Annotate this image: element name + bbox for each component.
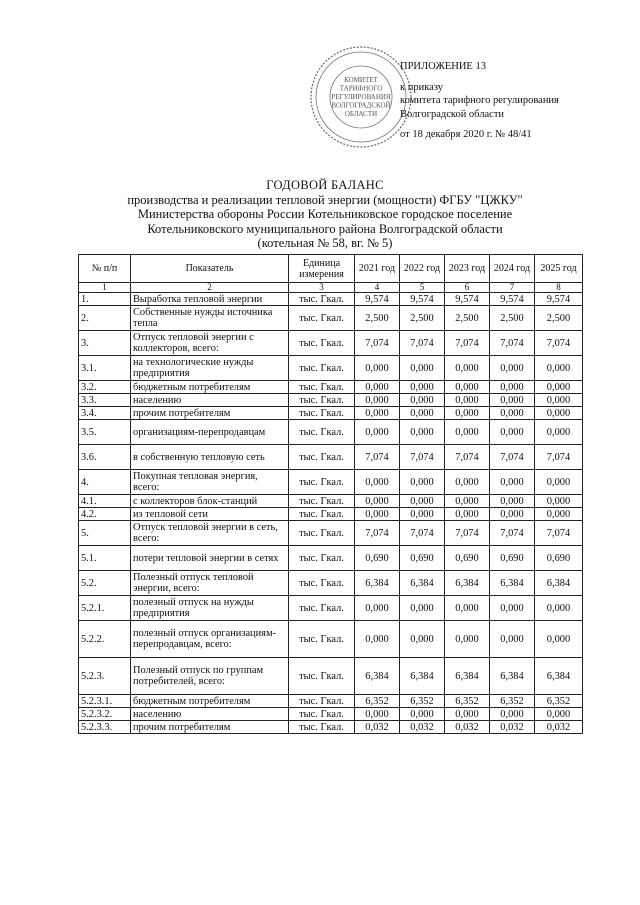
balance-table [78, 254, 583, 734]
row-value: 0,000 [355, 470, 400, 495]
row-number: 5.2.1. [79, 596, 131, 621]
appendix-date-line: от 18 декабря 2020 г. № 48/41 [400, 129, 532, 140]
row-value: 0,000 [445, 708, 490, 721]
row-unit: тыс. Гкал. [289, 381, 355, 394]
row-value: 6,352 [445, 695, 490, 708]
row-value: 0,000 [535, 356, 583, 381]
table-row [79, 546, 583, 571]
table-row [79, 508, 583, 521]
row-number: 5.2.3.1. [79, 695, 131, 708]
row-unit: тыс. Гкал. [289, 445, 355, 470]
row-indicator: Отпуск тепловой энергии с коллекторов, всего: [131, 331, 289, 356]
header-year: 2024 год [490, 255, 535, 283]
row-value: 7,074 [445, 521, 490, 546]
table-row [79, 394, 583, 407]
row-unit: тыс. Гкал. [289, 658, 355, 695]
header-year: 2025 год [535, 255, 583, 283]
header-year: 2022 год [400, 255, 445, 283]
row-number: 2. [79, 306, 131, 331]
table-row [79, 695, 583, 708]
row-unit: тыс. Гкал. [289, 356, 355, 381]
table-row [79, 658, 583, 695]
row-value: 6,384 [445, 658, 490, 695]
row-value: 0,690 [490, 546, 535, 571]
row-value: 0,690 [445, 546, 490, 571]
row-value: 0,000 [535, 381, 583, 394]
row-unit: тыс. Гкал. [289, 621, 355, 658]
title-main: ГОДОВОЙ БАЛАНС [266, 178, 384, 192]
row-indicator: Отпуск тепловой энергии в сеть, всего: [131, 521, 289, 546]
table-row [79, 621, 583, 658]
row-value: 7,074 [400, 521, 445, 546]
row-value: 7,074 [490, 445, 535, 470]
row-indicator: в собственную тепловую сеть [131, 445, 289, 470]
row-number: 5. [79, 521, 131, 546]
stamp-text-line: ОБЛАСТИ [344, 110, 378, 118]
row-value: 7,074 [445, 445, 490, 470]
row-value: 0,032 [445, 721, 490, 734]
row-value: 7,074 [400, 445, 445, 470]
row-value: 0,032 [535, 721, 583, 734]
row-value: 0,000 [535, 495, 583, 508]
row-unit: тыс. Гкал. [289, 521, 355, 546]
column-index: 1 [79, 283, 131, 293]
row-value: 0,000 [400, 381, 445, 394]
row-value: 0,000 [400, 596, 445, 621]
row-value: 6,384 [400, 658, 445, 695]
row-value: 2,500 [490, 306, 535, 331]
row-number: 4.1. [79, 495, 131, 508]
row-number: 3.5. [79, 420, 131, 445]
table-row [79, 470, 583, 495]
row-indicator: Выработка тепловой энергии [131, 293, 289, 306]
row-value: 0,000 [490, 495, 535, 508]
row-value: 6,384 [490, 658, 535, 695]
row-value: 0,000 [490, 381, 535, 394]
column-index: 8 [535, 283, 583, 293]
table-row [79, 521, 583, 546]
row-unit: тыс. Гкал. [289, 721, 355, 734]
table-row [79, 293, 583, 306]
header-indicator: Показатель [131, 255, 289, 283]
table-row [79, 420, 583, 445]
row-value: 0,000 [535, 394, 583, 407]
row-value: 0,000 [490, 708, 535, 721]
row-value: 0,000 [400, 394, 445, 407]
row-number: 3.2. [79, 381, 131, 394]
header-year: 2023 год [445, 255, 490, 283]
row-value: 0,000 [400, 407, 445, 420]
row-indicator: населению [131, 394, 289, 407]
row-value: 6,352 [400, 695, 445, 708]
title-line-2: производства и реализации тепловой энергии (мощности) ФГБУ "ЦЖКУ" [127, 192, 523, 207]
appendix-title: ПРИЛОЖЕНИЕ 13 [400, 61, 486, 72]
row-value: 0,000 [490, 420, 535, 445]
appendix-header [400, 60, 559, 142]
table-row [79, 571, 583, 596]
row-value: 0,032 [355, 721, 400, 734]
row-value: 7,074 [535, 445, 583, 470]
row-value: 6,384 [355, 658, 400, 695]
row-unit: тыс. Гкал. [289, 695, 355, 708]
row-unit: тыс. Гкал. [289, 495, 355, 508]
row-value: 6,384 [400, 571, 445, 596]
table-row [79, 721, 583, 734]
row-value: 7,074 [445, 331, 490, 356]
row-indicator: на технологические нужды предприятия [131, 356, 289, 381]
header-year: 2021 год [355, 255, 400, 283]
table-row [79, 708, 583, 721]
row-number: 5.2. [79, 571, 131, 596]
row-indicator: Собственные нужды источника тепла [131, 306, 289, 331]
row-value: 7,074 [355, 521, 400, 546]
row-value: 0,000 [355, 621, 400, 658]
row-indicator: с коллекторов блок-станций [131, 495, 289, 508]
row-value: 0,000 [490, 356, 535, 381]
row-value: 0,000 [355, 708, 400, 721]
row-unit: тыс. Гкал. [289, 470, 355, 495]
row-value: 0,000 [535, 621, 583, 658]
title-line-4: Котельниковского муниципального района Волгоградской области [147, 221, 503, 236]
row-unit: тыс. Гкал. [289, 508, 355, 521]
table-row [79, 356, 583, 381]
row-value: 0,000 [355, 356, 400, 381]
row-value: 0,000 [445, 407, 490, 420]
table-row [79, 331, 583, 356]
header-num: № п/п [79, 255, 131, 283]
table-row [79, 306, 583, 331]
row-number: 1. [79, 293, 131, 306]
column-index: 5 [400, 283, 445, 293]
row-value: 0,000 [490, 470, 535, 495]
row-number: 3. [79, 331, 131, 356]
table-row [79, 495, 583, 508]
row-value: 0,000 [445, 356, 490, 381]
row-value: 0,000 [535, 470, 583, 495]
row-number: 5.2.3.3. [79, 721, 131, 734]
row-value: 0,000 [490, 621, 535, 658]
row-unit: тыс. Гкал. [289, 708, 355, 721]
row-value: 0,000 [535, 508, 583, 521]
column-index-row [79, 283, 583, 293]
row-number: 3.6. [79, 445, 131, 470]
row-value: 9,574 [490, 293, 535, 306]
row-number: 3.4. [79, 407, 131, 420]
row-value: 0,000 [445, 495, 490, 508]
row-value: 0,000 [535, 407, 583, 420]
row-value: 0,000 [445, 596, 490, 621]
row-value: 9,574 [400, 293, 445, 306]
row-number: 3.1. [79, 356, 131, 381]
row-unit: тыс. Гкал. [289, 546, 355, 571]
row-value: 0,032 [490, 721, 535, 734]
row-indicator: бюджетным потребителям [131, 381, 289, 394]
row-value: 0,000 [400, 708, 445, 721]
row-indicator: Полезный отпуск тепловой энергии, всего: [131, 571, 289, 596]
row-number: 4.2. [79, 508, 131, 521]
row-indicator: потери тепловой энергии в сетях [131, 546, 289, 571]
row-value: 9,574 [355, 293, 400, 306]
row-unit: тыс. Гкал. [289, 596, 355, 621]
row-value: 0,000 [445, 470, 490, 495]
table-row [79, 596, 583, 621]
stamp-text-line: ВОЛГОГРАДСКОЙ [331, 101, 391, 110]
row-value: 0,000 [355, 495, 400, 508]
row-indicator: организациям-перепродавцам [131, 420, 289, 445]
stamp-text-line: КОМИТЕТ [344, 76, 378, 84]
title-line-5: (котельная № 58, вг. № 5) [257, 236, 393, 250]
column-index: 6 [445, 283, 490, 293]
row-indicator: прочим потребителям [131, 407, 289, 420]
stamp-text-line: РЕГУЛИРОВАНИЯ [331, 93, 391, 101]
row-value: 0,000 [535, 708, 583, 721]
row-unit: тыс. Гкал. [289, 407, 355, 420]
row-number: 5.1. [79, 546, 131, 571]
row-value: 0,000 [400, 495, 445, 508]
row-unit: тыс. Гкал. [289, 571, 355, 596]
row-value: 0,690 [400, 546, 445, 571]
row-unit: тыс. Гкал. [289, 394, 355, 407]
row-indicator: бюджетным потребителям [131, 695, 289, 708]
row-indicator: Полезный отпуск по группам потребителей, всего: [131, 658, 289, 695]
row-value: 2,500 [535, 306, 583, 331]
appendix-region-line: Волгоградской области [400, 108, 505, 120]
row-value: 6,384 [490, 571, 535, 596]
row-value: 7,074 [355, 331, 400, 356]
row-indicator: полезный отпуск организациям-перепродавцам, всего: [131, 621, 289, 658]
row-value: 0,000 [490, 394, 535, 407]
row-value: 6,352 [355, 695, 400, 708]
row-value: 0,690 [355, 546, 400, 571]
row-value: 0,000 [490, 407, 535, 420]
stamp-text-line: ТАРИФНОГО [339, 84, 383, 93]
row-value: 0,000 [445, 381, 490, 394]
row-value: 0,690 [535, 546, 583, 571]
row-value: 0,000 [400, 621, 445, 658]
row-number: 5.2.2. [79, 621, 131, 658]
column-index: 2 [131, 283, 289, 293]
row-value: 0,000 [400, 420, 445, 445]
row-value: 6,384 [355, 571, 400, 596]
appendix-order-line: к приказу [400, 81, 443, 93]
appendix-committee-line: комитета тарифного регулирования [400, 95, 559, 106]
row-value: 6,384 [535, 571, 583, 596]
row-value: 0,000 [355, 508, 400, 521]
official-stamp [308, 44, 414, 150]
row-value: 6,352 [490, 695, 535, 708]
row-value: 7,074 [490, 331, 535, 356]
row-value: 0,000 [445, 394, 490, 407]
row-value: 6,384 [535, 658, 583, 695]
row-value: 0,000 [445, 621, 490, 658]
column-index: 7 [490, 283, 535, 293]
table-row [79, 445, 583, 470]
row-value: 0,000 [490, 508, 535, 521]
row-value: 2,500 [400, 306, 445, 331]
row-number: 5.2.3.2. [79, 708, 131, 721]
row-value: 0,000 [355, 381, 400, 394]
table-body [79, 293, 583, 734]
table-row [79, 407, 583, 420]
row-number: 5.2.3. [79, 658, 131, 695]
row-value: 9,574 [445, 293, 490, 306]
document-title [60, 178, 590, 251]
row-indicator: Покупная тепловая энергия, всего: [131, 470, 289, 495]
row-indicator: прочим потребителям [131, 721, 289, 734]
row-value: 0,000 [535, 596, 583, 621]
row-value: 0,000 [445, 508, 490, 521]
row-unit: тыс. Гкал. [289, 293, 355, 306]
row-indicator: полезный отпуск на нужды предприятия [131, 596, 289, 621]
row-value: 6,352 [535, 695, 583, 708]
row-value: 2,500 [355, 306, 400, 331]
column-index: 3 [289, 283, 355, 293]
row-value: 0,000 [400, 356, 445, 381]
row-value: 0,000 [355, 420, 400, 445]
header-unit: Единица измерения [289, 255, 355, 283]
row-value: 0,000 [445, 420, 490, 445]
row-value: 0,000 [400, 508, 445, 521]
row-value: 2,500 [445, 306, 490, 331]
title-line-3: Министерства обороны России Котельниковское городское поселение [137, 207, 513, 221]
row-value: 0,000 [355, 596, 400, 621]
row-value: 7,074 [535, 521, 583, 546]
row-unit: тыс. Гкал. [289, 306, 355, 331]
row-value: 0,000 [535, 420, 583, 445]
row-value: 7,074 [355, 445, 400, 470]
row-value: 0,000 [355, 407, 400, 420]
row-value: 7,074 [490, 521, 535, 546]
row-number: 4. [79, 470, 131, 495]
row-unit: тыс. Гкал. [289, 331, 355, 356]
row-value: 0,000 [400, 470, 445, 495]
row-indicator: населению [131, 708, 289, 721]
row-value: 7,074 [400, 331, 445, 356]
row-value: 0,000 [355, 394, 400, 407]
row-value: 0,032 [400, 721, 445, 734]
table-header-row [79, 255, 583, 283]
row-unit: тыс. Гкал. [289, 420, 355, 445]
row-value: 0,000 [490, 596, 535, 621]
row-value: 7,074 [535, 331, 583, 356]
row-value: 9,574 [535, 293, 583, 306]
row-value: 6,384 [445, 571, 490, 596]
row-number: 3.3. [79, 394, 131, 407]
row-indicator: из тепловой сети [131, 508, 289, 521]
column-index: 4 [355, 283, 400, 293]
table-row [79, 381, 583, 394]
